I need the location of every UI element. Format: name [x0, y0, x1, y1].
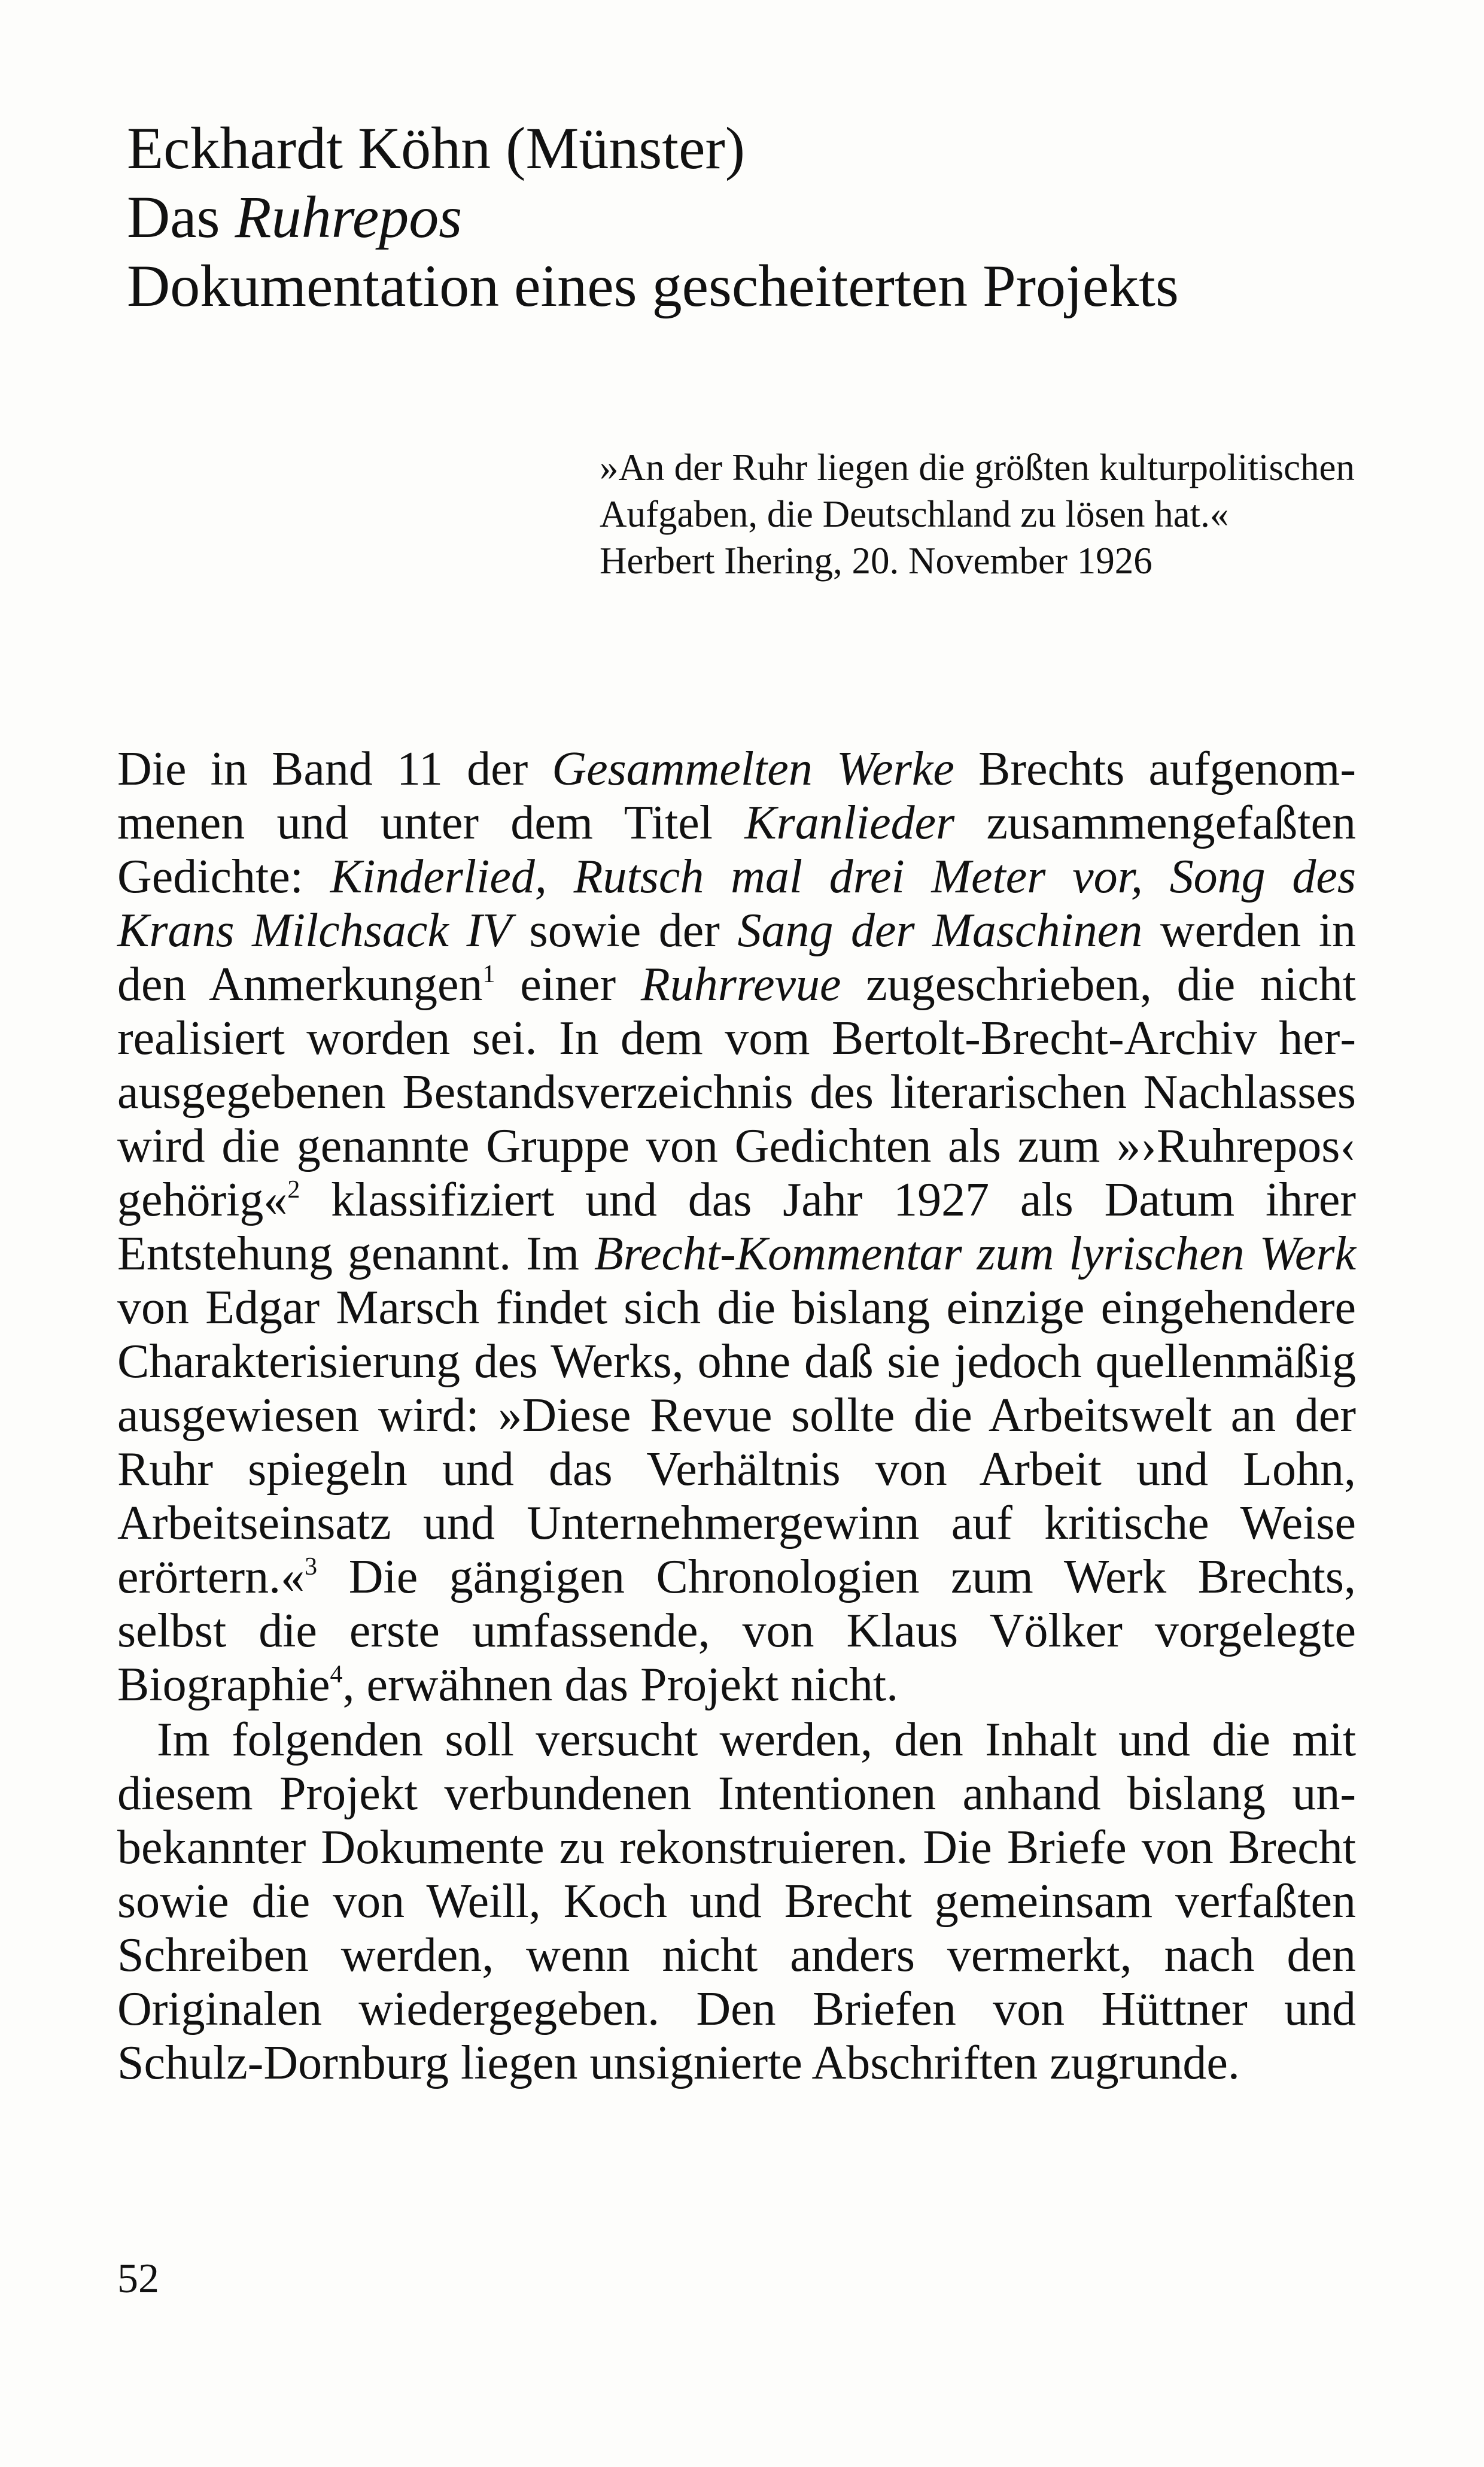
text-run: werden in den Anmerkungen: [117, 904, 1357, 1011]
text-run: sowie der: [512, 904, 738, 957]
text-run: Die gängigen Chronologien zum Werk Brechts, selbst die erste umfassende, von Klaus Völker vorgelegte Biographie: [117, 1551, 1356, 1711]
italic-title: Ruhrrevue: [640, 958, 841, 1011]
article-header: [127, 114, 1383, 320]
author-line: Eckhardt Köhn (Münster): [127, 115, 746, 181]
title-italic: Ruhrepos: [235, 184, 463, 250]
text-run: klassifiziert und das Jahr 1927 als Datum ihrer Entstehung genannt. Im: [117, 1174, 1356, 1280]
epigraph: [600, 444, 1355, 584]
text-run: einer: [495, 958, 641, 1011]
text-run: Brechts aufgenommenen und unter dem Titel: [117, 743, 1356, 849]
italic-title: Sang der Maschinen: [737, 904, 1143, 957]
text-run: zugeschrieben, die nicht realisiert worden sei. In dem vom Bertolt-Brecht-Archiv herausgegebenen Bestandsverzeichnis des literarischen Nachlasses wird die genannte Gruppe von Gedichten als zum »›Ruhrepos‹ gehörig«: [117, 958, 1357, 1226]
text-run: , erwähnen das Projekt nicht.: [342, 1658, 899, 1711]
text-run: Die in Band 11 der: [117, 743, 552, 795]
epigraph-attribution: Herbert Ihering, 20. November 1926: [600, 540, 1152, 582]
title-line: [127, 183, 1383, 251]
text-run: von Edgar Marsch findet sich die bislang einzige eingehendere Charakterisierung des Werks, ohne daß sie jedoch quellenmäßig ausgewiesen wird: »Diese Revue sollte die Arbeitswelt an der Ruhr spiegeln und das Verhältnis von Arbeit und Lohn, Arbeitseinsatz und Unternehmergewinn auf kritische Weise erörtern.«: [117, 1281, 1356, 1603]
paragraph-1: [117, 742, 1356, 1712]
footnote-marker: 2: [287, 1176, 300, 1204]
footnote-marker: 4: [330, 1661, 343, 1688]
footnote-marker: 3: [305, 1553, 318, 1581]
text-run: zusammengefaßten Gedichte:: [117, 797, 1357, 903]
footnote-marker: 1: [482, 961, 495, 988]
subtitle-line: Dokumentation eines gescheiterten Projekts: [127, 253, 1179, 319]
italic-title: Kinderlied, Rutsch mal drei Meter vor, Song des Krans Milchsack IV: [117, 850, 1356, 957]
body-text: [117, 742, 1356, 2090]
page-number: 52: [117, 2256, 159, 2302]
italic-title: Brecht-Kommentar zum lyrischen Werk: [594, 1228, 1356, 1280]
title-prefix: Das: [127, 184, 235, 250]
italic-title: Kranlieder: [744, 797, 955, 849]
paragraph-2: Im folgenden soll versucht werden, den Inhalt und die mit diesem Projekt verbundenen Intentionen anhand bislang unbekannter Dokumente zu rekonstruieren. Die Briefe von Brecht sowie die von Weill, Koch und Brecht gemeinsam verfaßten Schreiben werden, wenn nicht anders vermerkt, nach den Originalen wiedergegeben. Den Briefen von Hüttner und Schulz-Dornburg liegen unsignierte Abschriften zugrunde.: [117, 1713, 1356, 2089]
epigraph-quote: »An der Ruhr liegen die größten kulturpolitischen Aufgaben, die Deutschland zu lösen hat.«: [600, 446, 1355, 535]
italic-title: Gesammelten Werke: [552, 743, 954, 795]
